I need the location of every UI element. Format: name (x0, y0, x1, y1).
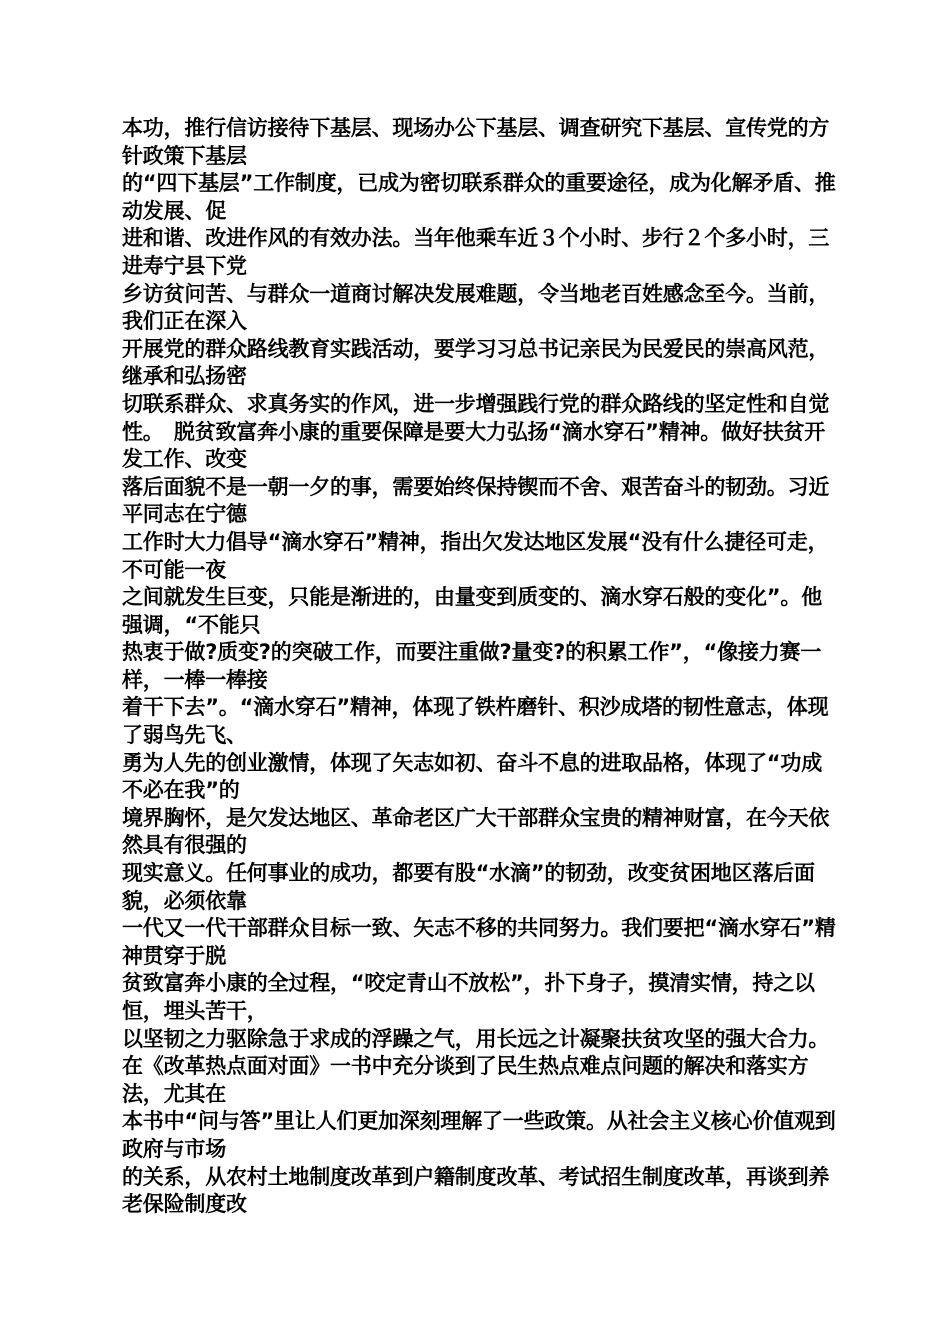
paragraph-2: 的“四下基层”工作制度，已成为密切联系群众的重要途径，成为化解矛盾、推动发展、促 (122, 171, 836, 223)
paragraph-9: 之间就发生巨变，只能是渐进的，由量变到质变的、滴水穿石般的变化”。他强调，“不能只 (122, 585, 822, 637)
paragraph-6: 切联系群众、求真务实的作风，进一步增强践行党的群众路线的坚定性和自觉性。 脱贫致富奔小康的重要保障是要大力弘扬“滴水穿石”精神。做好扶贫开发工作、改变 (122, 391, 830, 472)
paragraph-3: 进和谐、改进作风的有效办法。当年他乘车近３个小时、步行２个多小时，三进寿宁县下党 (122, 226, 830, 278)
paragraph-19: 的关系，从农村土地制度改革到户籍制度改革、考试招生制度改革，再谈到养老保险制度改 (122, 1164, 830, 1217)
paragraph-14: 现实意义。任何事业的成功，都要有股“水滴”的韧劲，改变贫困地区落后面貌，必须依靠 (122, 861, 815, 913)
paragraph-8: 工作时大力倡导“滴水穿石”精神，指出欠发达地区发展“没有什么捷径可走，不可能一夜 (122, 529, 829, 582)
paragraph-7: 落后面貌不是一朝一夕的事，需要始终保持锲而不舍、艰苦奋斗的韧劲。习近平同志在宁德 (122, 474, 830, 527)
paragraph-18: 本书中“问与答”里让人们更加深刻理解了一些政策。从社会主义核心价值观到政府与市场 (122, 1109, 836, 1161)
paragraph-1: 本功，推行信访接待下基层、现场办公下基层、调查研究下基层、宣传党的方针政策下基层 (122, 116, 830, 168)
paragraph-4: 乡访贫问苦、与群众一道商讨解决发展难题，令当地老百姓感念至今。当前，我们正在深入 (122, 281, 830, 334)
paragraph-16: 贫致富奔小康的全过程，“咬定青山不放松”，扑下身子，摸清实情，持之以恒，埋头苦干， (122, 971, 815, 1023)
paragraph-10: 热衷于做?质变?的突破工作，而要注重做?量变?的积累工作”，“像接力赛一样，一棒一棒接 (122, 640, 822, 692)
paragraph-17: 以坚韧之力驱除急于求成的浮躁之气，用长远之计凝聚扶贫攻坚的强大合力。在《改革热点面对面》一书中充分谈到了民生热点难点问题的解决和落实方法，尤其在 (122, 1026, 830, 1106)
paragraph-13: 境界胸怀，是欠发达地区、革命老区广大干部群众宝贵的精神财富，在今天依然具有很强的 (122, 805, 830, 858)
paragraph-15: 一代又一代干部群众目标一致、矢志不移的共同努力。我们要把“滴水穿石”精神贯穿于脱 (122, 916, 836, 968)
paragraph-5: 开展党的群众路线教育实践活动，要学习习总书记亲民为民爱民的崇高风范，继承和弘扬密 (122, 336, 830, 389)
paragraph-11: 着干下去”。“滴水穿石”精神，体现了铁杵磨针、积沙成塔的韧性意志，体现了弱鸟先飞、 (122, 695, 829, 748)
document-body (116, 115, 838, 1219)
paragraph-12: 勇为人先的创业激情，体现了矢志如初、奋斗不息的进取品格，体现了“功成不必在我”的 (122, 750, 822, 803)
